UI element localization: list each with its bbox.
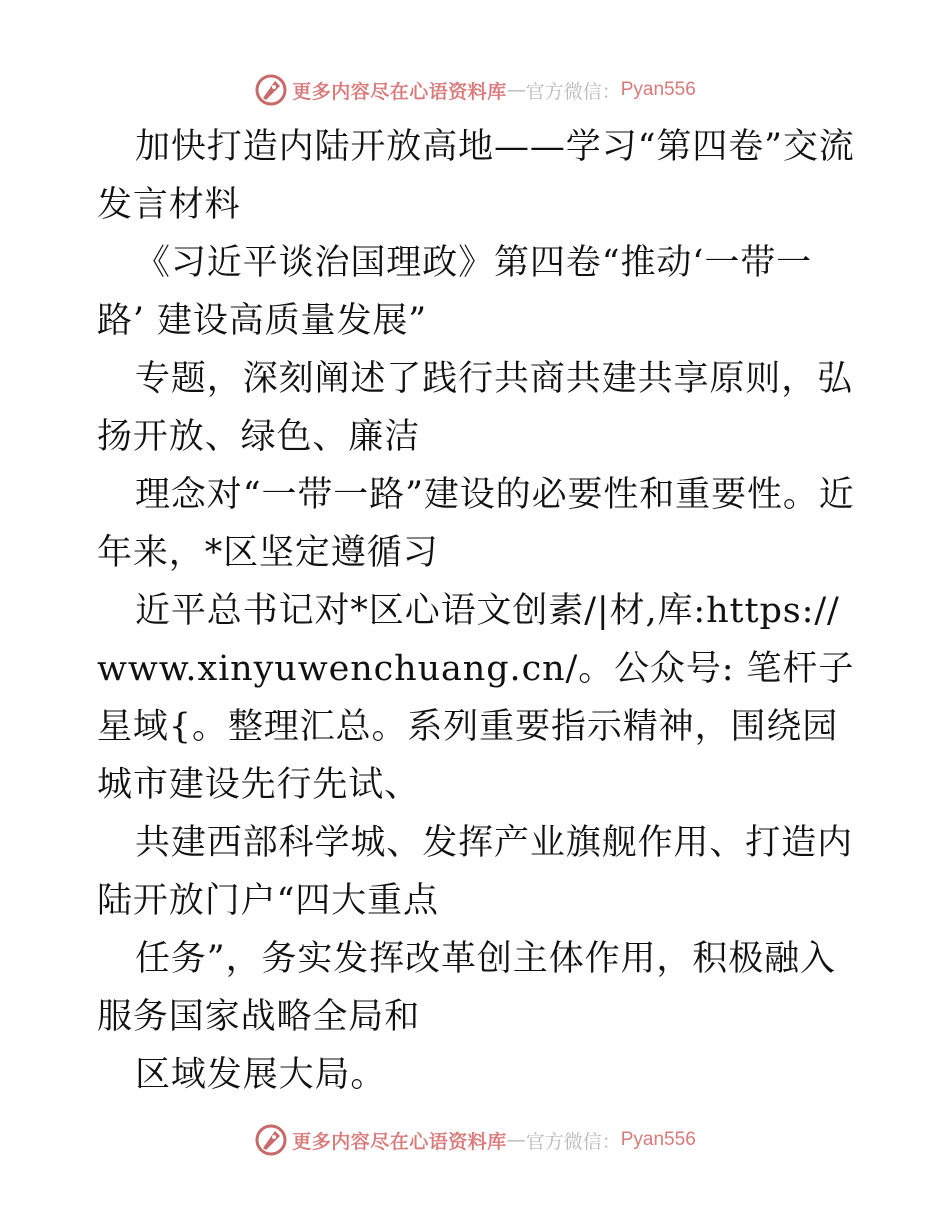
document-body	[97, 118, 857, 1104]
banner-wechat-label: 官方微信：	[525, 1130, 621, 1153]
header-banner	[0, 70, 950, 110]
paragraph: 共建西部科学城、发挥产业旗舰作用、打造内陆开放门户“四大重点	[97, 823, 854, 921]
paragraph-title: 加快打造内陆开放高地——学习“第四卷”交流发言材料	[97, 127, 855, 225]
paragraph: 专题，深刻阐述了践行共商共建共享原则，弘扬开放、绿色、廉洁	[97, 359, 854, 457]
paragraph: 近平总书记对*区心语文创素/|材,库:https://www.xinyuwenchuang.cn/。公众号: 笔杆子星域{。整理汇总。系列重要指示精神，围绕园城市建设先行先试、	[97, 591, 855, 805]
banner-separator: —	[506, 1129, 526, 1151]
pen-nib-logo-icon	[254, 73, 288, 107]
banner-main-text: 更多内容尽在心语资料库	[292, 1130, 507, 1153]
paragraph: 理念对“一带一路”建设的必要性和重要性。近年来，*区坚定遵循习	[97, 475, 855, 573]
pen-nib-logo-icon	[254, 1123, 288, 1157]
paragraph: 任务”，务实发挥改革创主体作用，积极融入服务国家战略全局和	[97, 939, 836, 1037]
footer-banner	[0, 1120, 950, 1160]
banner-separator: —	[506, 79, 526, 101]
paragraph: 区域发展大局。	[135, 1055, 387, 1095]
banner-wechat-id: Pyan556	[620, 1129, 696, 1150]
banner-main-text: 更多内容尽在心语资料库	[292, 80, 507, 103]
banner-wechat-id: Pyan556	[620, 79, 696, 100]
banner-wechat-label: 官方微信：	[525, 80, 621, 103]
paragraph: 《习近平谈治国理政》第四卷“推动‘一带一路’ 建设高质量发展”	[97, 243, 813, 341]
